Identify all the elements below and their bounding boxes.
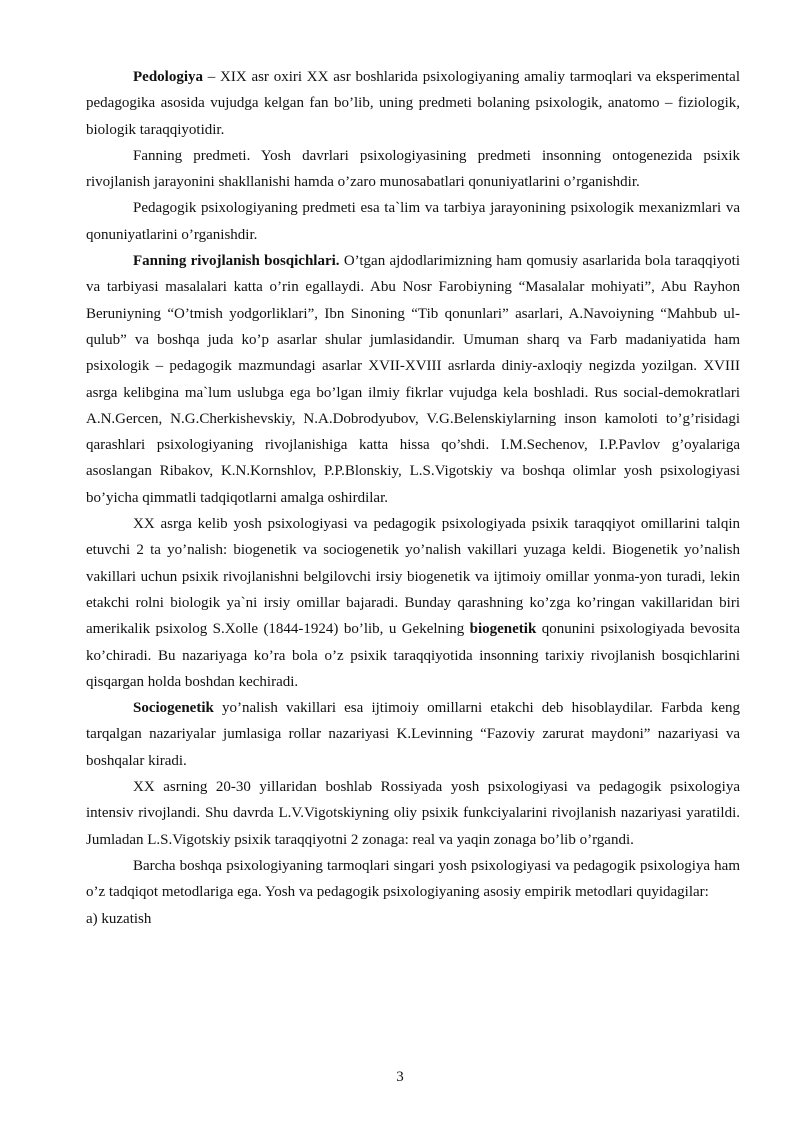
paragraph-text: Barcha boshqa psixologiyaning tarmoqlari singari yosh psixologiyasi va pedagogik psixologiya ham o’z tadqiqot metodlariga ega. Yosh va pedagogik psixologiyaning asosiy empirik metodlari quyidagilar: — [86, 857, 740, 901]
paragraph-methods — [86, 853, 740, 906]
paragraph-subject — [86, 143, 740, 196]
list-item-text: a) kuzatish — [86, 910, 152, 927]
paragraph-text: XX asrga kelib yosh psixologiyasi va pedagogik psixologiyada psixik taraqqiyot omillarini talqin etuvchi 2 ta yo’nalish: biogenetik va sociogenetik yo’nalish vakillari yuzaga keldi. Biogenetik yo’nalish vakillari uchun psixik rivojlanishni belgilovchi irsiy biogenetik va ijtimoiy omillar yonma-yon turadi, lekin etakchi rolni biologik ya`ni irsiy omillar bajaradi. Bunday qarashning ko’zga ko’ringan vakillaridan biri amerikalik psixolog S.Xolle (1844-1924) bo’lib, u Gekelning — [86, 516, 740, 638]
paragraph-text: Pedagogik psixologiyaning predmeti esa ta`lim va tarbiya jarayonining psixologik mexanizmlari va qonuniyatlarini o’rganishdir. — [86, 200, 740, 243]
page-body — [86, 64, 740, 932]
paragraph-text: – XIX asr oxiri XX asr boshlarida psixologiyaning amaliy tarmoqlari va eksperimental pedagogika asosida vujudga kelgan fan bo’lib, uning predmeti bolaning psixologik, anatomo – fiziologik, biologik taraqqiyotidir. — [86, 69, 740, 138]
paragraph-text: yo’nalish vakillari esa ijtimoiy omillarni etakchi deb hisoblaydilar. Farbda keng tarqalgan nazariyalar jumlasiga rollar nazariyasi K.Levinning “Fazoviy zarurat maydoni” nazariyasi va boshqalar kiradi. — [86, 700, 740, 769]
paragraph-development-stages — [86, 248, 740, 511]
page-number: 3 — [396, 1069, 404, 1085]
term-sociogenetik: Sociogenetik — [133, 700, 214, 717]
paragraph-vigotskiy — [86, 774, 740, 853]
paragraph-sociogenetic — [86, 695, 740, 774]
paragraph-text: qonunini psixologiyada bevosita ko’chiradi. Bu nazariyaga ko’ra bola o’z psixik taraqqiyotida insonning tarixiy rivojlanish bosqichlarini qisqargan holda boshdan kechiradi. — [86, 621, 740, 690]
paragraph-text: XX asrning 20-30 yillaridan boshlab Rossiyada yosh psixologiyasi va pedagogik psixologiya intensiv rivojlandi. Shu davrda L.V.Vigotskiyning oliy psixik funkciyalarini rivojlanish nazariyasi yaratildi. Jumladan L.S.Vigotskiy psixik taraqqiyotni 2 zonaga: real va yaqin zonaga bo’lib o’rgandi. — [86, 779, 740, 848]
list-item-kuzatish — [86, 906, 740, 932]
paragraph-biogenetic — [86, 511, 740, 695]
term-pedologiya: Pedologiya — [133, 69, 203, 85]
paragraph-pedologiya-definition — [86, 64, 740, 143]
paragraph-text: O’tgan ajdodlarimizning ham qomusiy asarlarida bola taraqqiyoti va tarbiyasi masalalari katta o’rin egallaydi. Abu Nosr Farobiyning “Masalalar mohiyati”, Abu Rayhon Beruniyning “O’tmish yodgorliklari”, Ibn Sinoning “Tib qonunlari” asarlari, A.Navoiyning “Mahbub ul-qulub” va boshqa juda ko’p asarlar shular jumlasidandir. Umuman sharq va Farb madaniyatida ham psixologik – pedagogik mazmundagi asarlar XVII-XVIII asrlarda diniy-axloqiy negizda yozilgan. XVIII asrga kelibgina ma`lum uslubga ega bo’lgan ilmiy fikrlar vujudga kela boshladi. Rus social-demokratlari A.N.Gercen, N.G.Cherkishevskiy, N.A.Dobrodyubov, V.G.Belenskiylarning inson kamoloti to’g’risidagi qarashlari psixologiyaning rivojlanishiga katta hissa qo’shdi. I.M.Sechenov, I.P.Pavlov g’oyalariga asoslangan Ribakov, K.N.Kornshlov, P.P.Blonskiy, L.S.Vigotskiy va boshqa olimlar yosh psixologiyasi bo’yicha qimmatli tadqiqotlarni amalga oshirdilar. — [86, 253, 741, 506]
paragraph-text: Fanning predmeti. Yosh davrlari psixologiyasining predmeti insonning ontogenezida psixik rivojlanish jarayonini shakllanishi hamda o’zaro munosabatlari qonuniyatlarini o’rganishdir. — [86, 147, 740, 191]
paragraph-pedagogical-psychology — [86, 195, 740, 248]
heading-development-stages: Fanning rivojlanish bosqichlari. — [133, 253, 340, 270]
term-biogenetik: biogenetik — [469, 621, 537, 638]
